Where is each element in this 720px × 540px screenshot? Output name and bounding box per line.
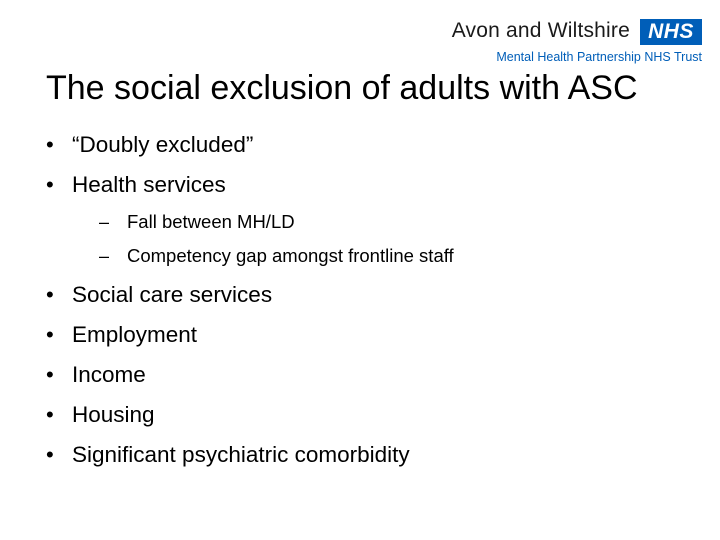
slide-title: The social exclusion of adults with ASC (46, 69, 638, 107)
bullet-item (46, 320, 696, 350)
bullet-item (46, 360, 696, 390)
trust-name: Mental Health Partnership NHS Trust (496, 50, 702, 64)
bullet-item (46, 440, 696, 470)
nhs-badge: NHS (640, 19, 702, 45)
bullet-text: Significant psychiatric comorbidity (72, 442, 410, 467)
sub-bullet-text: Competency gap amongst frontline staff (127, 245, 454, 266)
sub-bullet-text: Fall between MH/LD (127, 211, 295, 232)
organisation-name: Avon and Wiltshire (451, 19, 630, 42)
sub-bullet-list (72, 210, 696, 268)
bullet-item (46, 400, 696, 430)
bullet-text: Employment (72, 322, 198, 347)
bullet-text: Social care services (72, 282, 273, 307)
bullet-text: “Doubly excluded” (72, 132, 254, 157)
bullet-icon: • (46, 132, 54, 157)
bullet-item (46, 280, 696, 310)
bullet-icon: • (46, 282, 54, 307)
bullet-list-top (46, 130, 696, 268)
bullet-icon: • (46, 402, 54, 427)
dash-icon: – (99, 246, 110, 266)
bullet-icon: • (46, 172, 54, 197)
sub-bullet-item (72, 210, 696, 234)
dash-icon: – (99, 212, 110, 232)
bullet-list-bottom (46, 280, 696, 470)
bullet-item (46, 170, 696, 268)
bullet-icon: • (46, 442, 54, 467)
slide-content (46, 130, 696, 480)
bullet-text: Housing (72, 402, 155, 427)
bullet-item (46, 130, 696, 160)
bullet-icon: • (46, 362, 54, 387)
sub-bullet-item (72, 244, 696, 268)
bullet-icon: • (46, 322, 54, 347)
bullet-text: Income (72, 362, 146, 387)
nhs-trust-logo (402, 16, 702, 66)
bullet-text: Health services (72, 172, 226, 197)
